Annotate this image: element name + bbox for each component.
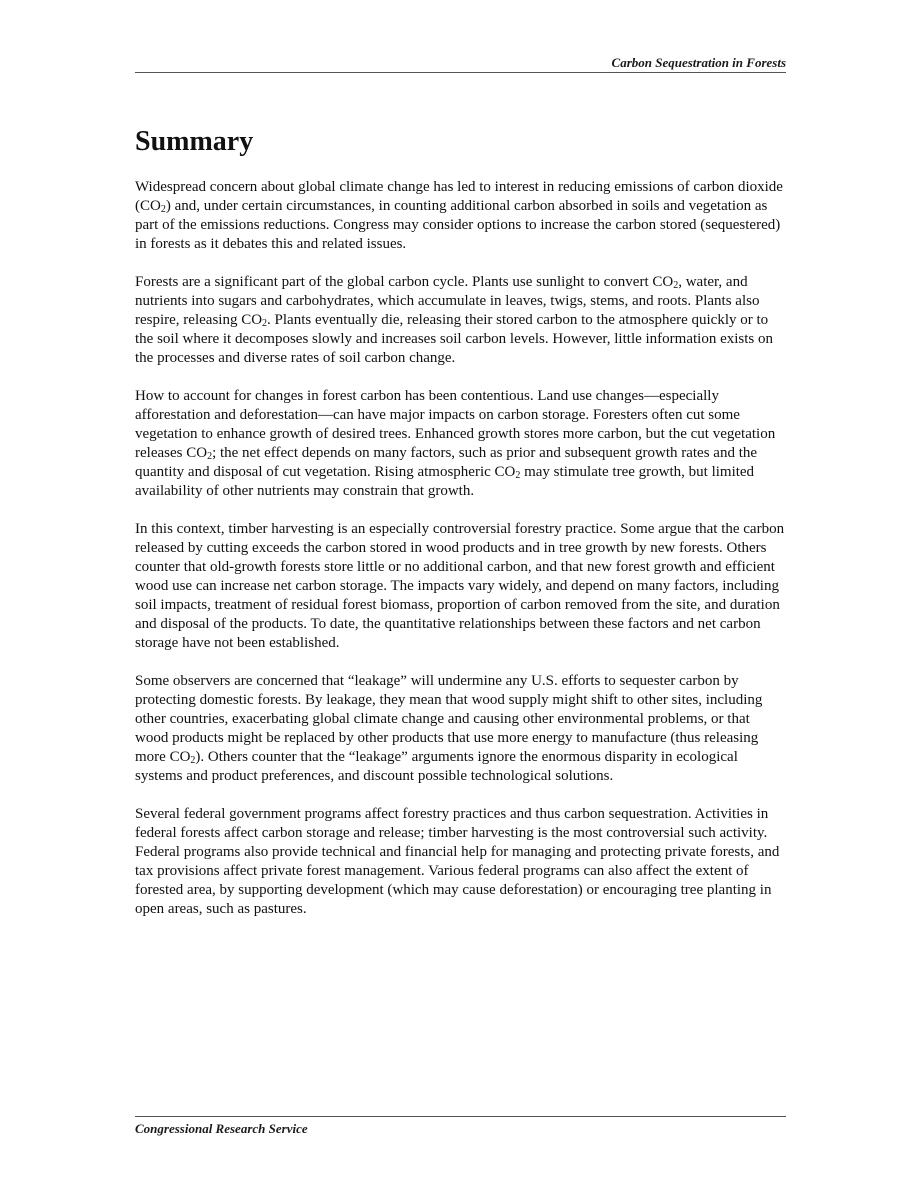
paragraph-text: ) and, under certain circumstances, in counting additional carbon absorbed in soils and vegetation as part of the emissions reductions. Congress may consider options to increase the carbon stored (sequestered) in forests as it debates this and related issues. bbox=[135, 198, 781, 252]
summary-body bbox=[135, 178, 786, 919]
subscript-text: 2 bbox=[207, 451, 213, 462]
body-paragraph bbox=[135, 520, 786, 653]
paragraph-text: Widespread concern about global climate change has led to interest in reducing emissions of carbon dioxide (CO bbox=[135, 179, 783, 214]
body-paragraph bbox=[135, 805, 786, 919]
subscript-text: 2 bbox=[673, 280, 679, 291]
header-divider bbox=[135, 72, 786, 73]
body-paragraph bbox=[135, 178, 786, 254]
paragraph-text: ). Others counter that the “leakage” arguments ignore the enormous disparity in ecological systems and product preferences, and discount possible technological solutions. bbox=[135, 749, 738, 784]
subscript-text: 2 bbox=[262, 318, 268, 329]
subscript-text: 2 bbox=[160, 204, 166, 215]
paragraph-text: Some observers are concerned that “leakage” will undermine any U.S. efforts to sequester carbon by protecting domestic forests. By leakage, they mean that wood supply might shift to other sites, including other countries, exacerbating global climate change and causing other environmental problems, or that wood products might be replaced by other products that use more energy to manufacture (thus releasing more CO bbox=[135, 673, 763, 765]
page-content bbox=[135, 124, 786, 938]
subscript-text: 2 bbox=[515, 470, 521, 481]
subscript-text: 2 bbox=[190, 755, 196, 766]
body-paragraph bbox=[135, 387, 786, 501]
paragraph-text: Several federal government programs affect forestry practices and thus carbon sequestration. Activities in federal forests affect carbon storage and release; timber harvesting is the most controversial such activity. Federal programs also provide technical and financial help for managing and protecting private forests, and tax provisions affect private forest management. Various federal programs can also affect the extent of forested area, by supporting development (which may cause deforestation) or encouraging tree planting in open areas, such as pastures. bbox=[135, 806, 780, 917]
page-title: Summary bbox=[135, 126, 254, 157]
paragraph-text: In this context, timber harvesting is an especially controversial forestry practice. Some argue that the carbon released by cutting exceeds the carbon stored in wood products and in tree growth by new forests. Others counter that old-growth forests store little or no additional carbon, and that new forest growth and efficient wood use can increase net carbon storage. The impacts vary widely, and depend on many factors, including soil impacts, treatment of residual forest biomass, proportion of carbon removed from the site, and duration and disposal of the products. To date, the quantitative relationships between these factors and net carbon storage have not been established. bbox=[135, 521, 785, 651]
paragraph-text: may stimulate tree growth, but limited availability of other nutrients may constrain that growth. bbox=[135, 464, 755, 499]
paragraph-text: Forests are a significant part of the global carbon cycle. Plants use sunlight to convert CO bbox=[135, 274, 674, 290]
paragraph-text: . Plants eventually die, releasing their stored carbon to the atmosphere quickly or to the soil where it decomposes slowly and increases soil carbon levels. However, little information exists on the processes and diverse rates of soil carbon change. bbox=[135, 312, 773, 366]
paragraph-text: How to account for changes in forest carbon has been contentious. Land use changes—especially afforestation and deforestation—can have major impacts on carbon storage. Foresters often cut some vegetation to enhance growth of desired trees. Enhanced growth stores more carbon, but the cut vegetation releases CO bbox=[135, 388, 776, 461]
footer-divider bbox=[135, 1116, 786, 1117]
body-paragraph bbox=[135, 672, 786, 786]
body-paragraph bbox=[135, 273, 786, 368]
paragraph-text: , water, and nutrients into sugars and carbohydrates, which accumulate in leaves, twigs, stems, and roots. Plants also respire, releasing CO bbox=[135, 274, 760, 328]
paragraph-text: ; the net effect depends on many factors, such as prior and subsequent growth rates and the quantity and disposal of cut vegetation. Rising atmospheric CO bbox=[135, 445, 758, 480]
footer-organization: Congressional Research Service bbox=[135, 1121, 308, 1136]
running-header-title: Carbon Sequestration in Forests bbox=[611, 55, 786, 70]
